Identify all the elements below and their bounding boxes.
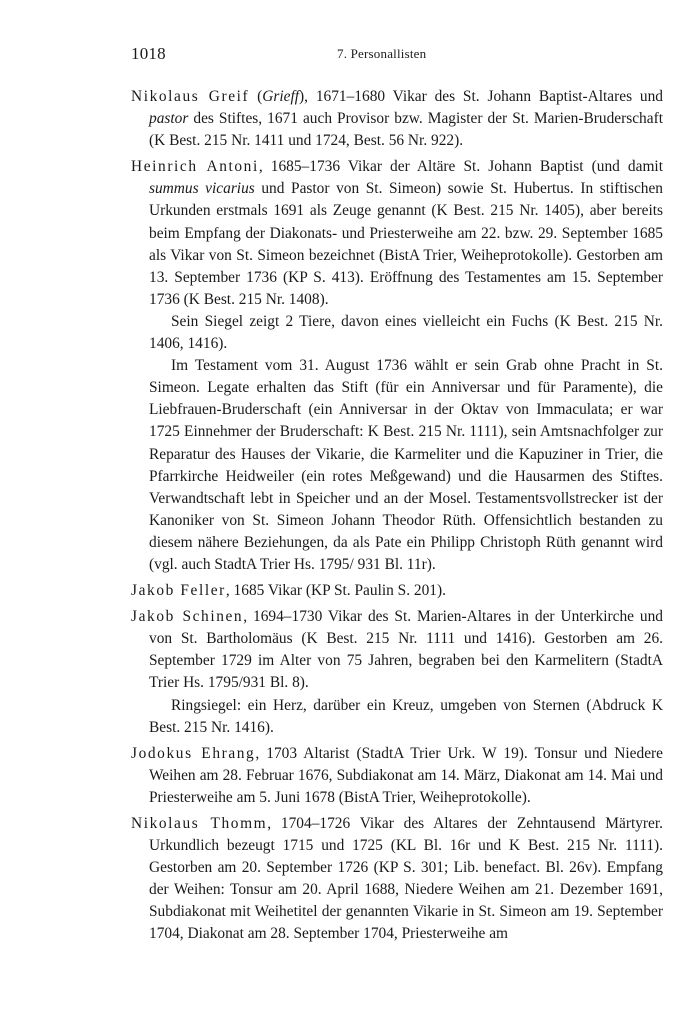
entry-jodokus-ehrang xyxy=(131,743,663,809)
entry-jakob-schinen xyxy=(131,606,663,739)
entry-text: , 1703 Altarist (StadtA Trier Urk. W 19). Tonsur und Niedere Weihen am 28. Februar 1676, Subdiakonat am 14. März, Diakonat am 14. Mai und Priesterweihe am 5. Juni 1678 (BistA Trier, Weiheprotokolle). xyxy=(149,744,663,806)
entry-paragraph-seal: Ringsiegel: ein Herz, darüber ein Kreuz, umgeben von Sternen (Abdruck K Best. 215 Nr. 1416). xyxy=(149,696,663,736)
entry-name: Heinrich Antoni xyxy=(131,158,259,176)
entry-nikolaus-greif xyxy=(131,86,663,152)
entry-name: Jodokus Ehrang xyxy=(131,744,256,762)
entry-paragraph xyxy=(131,813,663,946)
entry-text: , 1685 Vikar (KP St. Paulin S. 201). xyxy=(225,582,446,600)
entry-paragraph xyxy=(131,580,663,602)
entry-italic-term: Grieff xyxy=(262,88,300,105)
entry-name: Jakob Feller xyxy=(131,582,226,600)
entry-text: des Stiftes, 1671 auch Provisor bzw. Magister der St. Marien-Bruderschaft (K Best. 215 Nr. 1411 und 1724, Best. 56 Nr. 922). xyxy=(149,110,663,150)
page-number: 1018 xyxy=(131,44,166,63)
entry-text: und Pastor von St. Simeon) sowie St. Hubertus. In stiftischen Urkunden erstmals 1691 als Zeuge genannt (K Best. 215 Nr. 1405), aber bereits beim Empfang der Diakonats- und Priesterweihe am 22. bzw. 29. September 1685 als Vikar von St. Simeon bezeichnet (BistA Trier, Weiheprotokolle). Gestorben am 13. September 1736 (KP S. 413). Eröffnung des Testamentes am 15. September 1736 (K Best. 215 Nr. 1408). xyxy=(149,180,663,308)
entry-nikolaus-thomm xyxy=(131,813,663,946)
page-content xyxy=(131,86,663,950)
entry-italic-term: pastor xyxy=(149,110,189,128)
entry-paragraph xyxy=(131,156,663,311)
entry-paragraph-seal: Sein Siegel zeigt 2 Tiere, davon eines vielleicht ein Fuchs (K Best. 215 Nr. 1406, 1416). xyxy=(149,312,663,353)
entry-text: ( xyxy=(249,88,263,105)
entry-paragraph xyxy=(131,743,663,809)
running-head: 7. Personallisten xyxy=(337,46,427,61)
entry-text: , 1704–1726 Vikar des Altares der Zehntausend Märtyrer. Urkundlich bezeugt 1715 und 1725 (KL Bl. 16r und K Best. 215 Nr. 1111). Gestorben am 20. September 1726 (KP S. 301; Lib. benefact. Bl. 26v). Empfang der Weihen: Tonsur am 20. April 1688, Niedere Weihen am 21. Dezember 1691, Subdiakonat mit Weihetitel der genannten Vikarie in St. Simeon am 19. September 1704, Diakonat am 28. September 1704, Priesterweihe am xyxy=(149,815,663,943)
entry-heinrich-antoni xyxy=(131,156,663,576)
entry-paragraph xyxy=(131,86,663,152)
entry-text: , 1694–1730 Vikar des St. Marien-Altares in der Unterkirche und von St. Bartholomäus (K Best. 215 Nr. 1111 und 1416). Gestorben am 26. September 1729 im Alter von 75 Jahren, begraben bei den Karmelitern (StadtA Trier Hs. 1795/931 Bl. 8). xyxy=(149,608,663,692)
entry-name: Jakob Schinen xyxy=(131,608,244,626)
page-header xyxy=(131,44,663,66)
entry-name: Nikolaus Thomm xyxy=(131,815,268,832)
entry-jakob-feller xyxy=(131,580,663,602)
entry-name: Nikolaus Greif xyxy=(131,88,250,105)
entry-paragraph xyxy=(131,606,663,694)
entry-paragraph-testament: Im Testament vom 31. August 1736 wählt er sein Grab ohne Pracht in St. Simeon. Legate erhalten das Stift (für ein Anniversar und für Paramente), die Liebfrauen-Bruderschaft (ein Anniversar in der Oktav von Immaculata; er war 1725 Einnehmer der Bruderschaft: K Best. 215 Nr. 1111), sein Amtsnachfolger zur Reparatur des Hauses der Vikarie, die Karmeliter und die Kapuziner in Trier, die Pfarrkirche Heidweiler (ein rotes Meßgewand) und die Hausarmen des Stiftes. Verwandtschaft lebt in Speicher und an der Mosel. Testamentsvollstrecker ist der Kanoniker von St. Simeon Johann Theodor Rüth. Offensichtlich bestanden zu diesem nähere Beziehungen, da als Pate ein Philipp Christoph Rüth genannt wird (vgl. auch StadtA Trier Hs. 1795/ 931 Bl. 11r). xyxy=(149,357,663,573)
entry-italic-term: summus vicarius xyxy=(149,180,255,198)
entry-text: , 1685–1736 Vikar der Altäre St. Johann Baptist (und damit xyxy=(258,158,663,176)
entry-text: ), 1671–1680 Vikar des St. Johann Baptist-Altares und xyxy=(299,88,663,105)
